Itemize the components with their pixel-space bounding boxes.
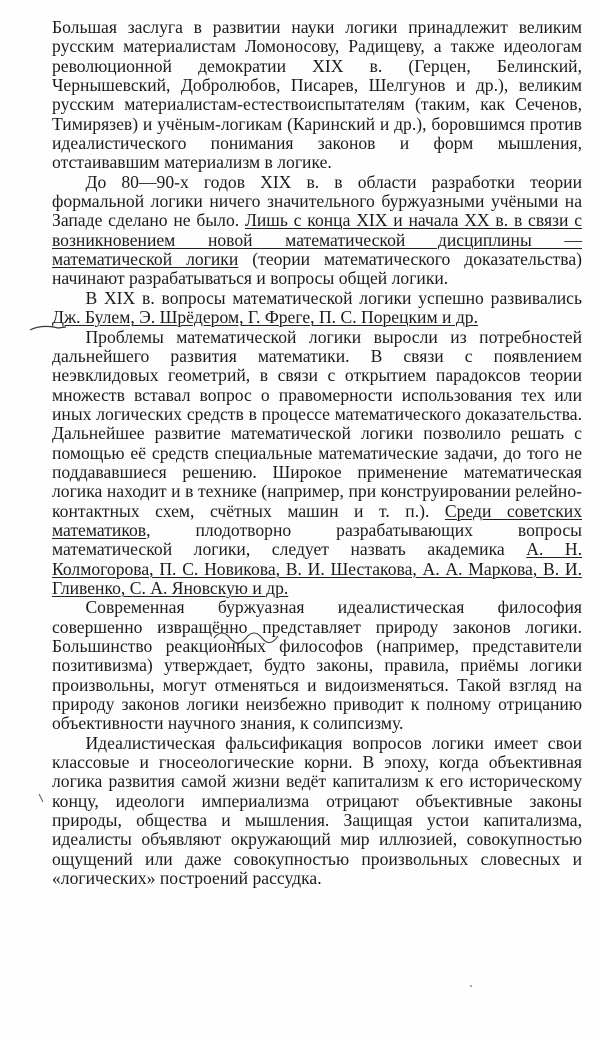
- paragraph-formal-logic-west: [52, 173, 582, 289]
- paragraph-text: Идеалистическая фальсификация вопросов логики имеет свои классовые и гносеологические корни. В эпоху, когда объективная логика развития самой жизни ведёт капитализм к его историческому концу, идеологи империализма отрицают объективные законы природы, общества и мышления. Защищая устои капитализма, идеалисты объявляют окружающий мир иллюзией, совокупностью ощущений или даже совокупностью произвольных словесных и «логических» построений рассудка.: [52, 732, 582, 889]
- body-text: [52, 18, 582, 888]
- paragraph-19th-century-developers: [52, 289, 582, 328]
- paragraph-text: До 80—90-х годов XIX в. в области разработки теории формальной логики ничего значительного буржуазными учёными на Западе сделано не было.: [52, 171, 582, 231]
- paragraph-text: Большая заслуга в развитии науки логики принадлежит великим русским материалистам Ломоносову, Радищеву, а также идеологам революционной демократии XIX в. (Герцен, Белинский, Чернышевский, Добролюбов, Писарев, Шелгунов и др.), великим русским материалистам-естествоиспытателям (таким, как Сеченов, Тимирязев) и учёным-логикам (Каринский и др.), боровшимся против идеалистического понимания законов и форм мышления, отстаивавшим материализм в логике.: [52, 17, 582, 173]
- paragraph-text: (теории математического доказательства) начинают разрабатываться и вопросы общей логики.: [52, 249, 582, 289]
- underlined-passage-boole-schroeder-frege: Дж. Булем, Э. Шрёдером, Г. Фреге, П. С. Порецким и др.: [52, 307, 478, 328]
- paragraph-text: В XIX в. вопросы математической логики успешно развивались: [85, 287, 582, 308]
- paragraph-merit-russian-materialists: [52, 18, 582, 173]
- pencil-mark-margin-tick: [36, 791, 50, 805]
- underlined-passage-mathematical-logic: Лишь с конца XIX и начала XX в. в связи с возникновением новой математической дисциплины — математической логики: [52, 210, 583, 270]
- paragraph-text: Проблемы математической логики выросли из потребностей дальнейшего развития математики. В связи с появлением неэвклидовых геометрий, в связи с открытием парадоксов теории множеств вставал вопрос о правомерности использования тех или иных логических средств в процессе математического доказательства. Дальнейшее развитие математической логики позволило решать с помощью её средств специальные математические задачи, до того не поддававшиеся решению. Широкое применение математическая логика находит и в технике (например, при конструировании релейно-контактных схем, счётных машин и т. п.).: [52, 326, 582, 521]
- paragraph-text: Современная буржуазная идеалистическая философия совершенно извращённо представляет природу законов логики. Большинство реакционных философов (например, представители позитивизма) утверждает, будто законы, правила, приёмы логики произвольны, могут отменяться и видоизменяться. Такой взгляд на природу законов логики неизбежно приводит к полному отрицанию объективности научного знания, к солипсизму.: [52, 597, 582, 734]
- paragraph-text: , плодотворно разрабатывающих вопросы математической логики, следует назвать академика: [52, 519, 582, 560]
- paragraph-idealist-falsification: [52, 734, 582, 889]
- paragraph-bourgeois-idealism: [52, 598, 582, 733]
- underlined-passage-kolmogorov-list: А. Н. Колмогорова, П. С. Новикова, В. И. Шестакова, А. А. Маркова, В. И. Гливенко, С. А. Яновскую и др.: [52, 539, 582, 598]
- underlined-passage-soviet-mathematicians: Среди советских математиков: [52, 500, 583, 540]
- ink-speck: [470, 985, 472, 987]
- paragraph-problems-of-math-logic: [52, 328, 582, 599]
